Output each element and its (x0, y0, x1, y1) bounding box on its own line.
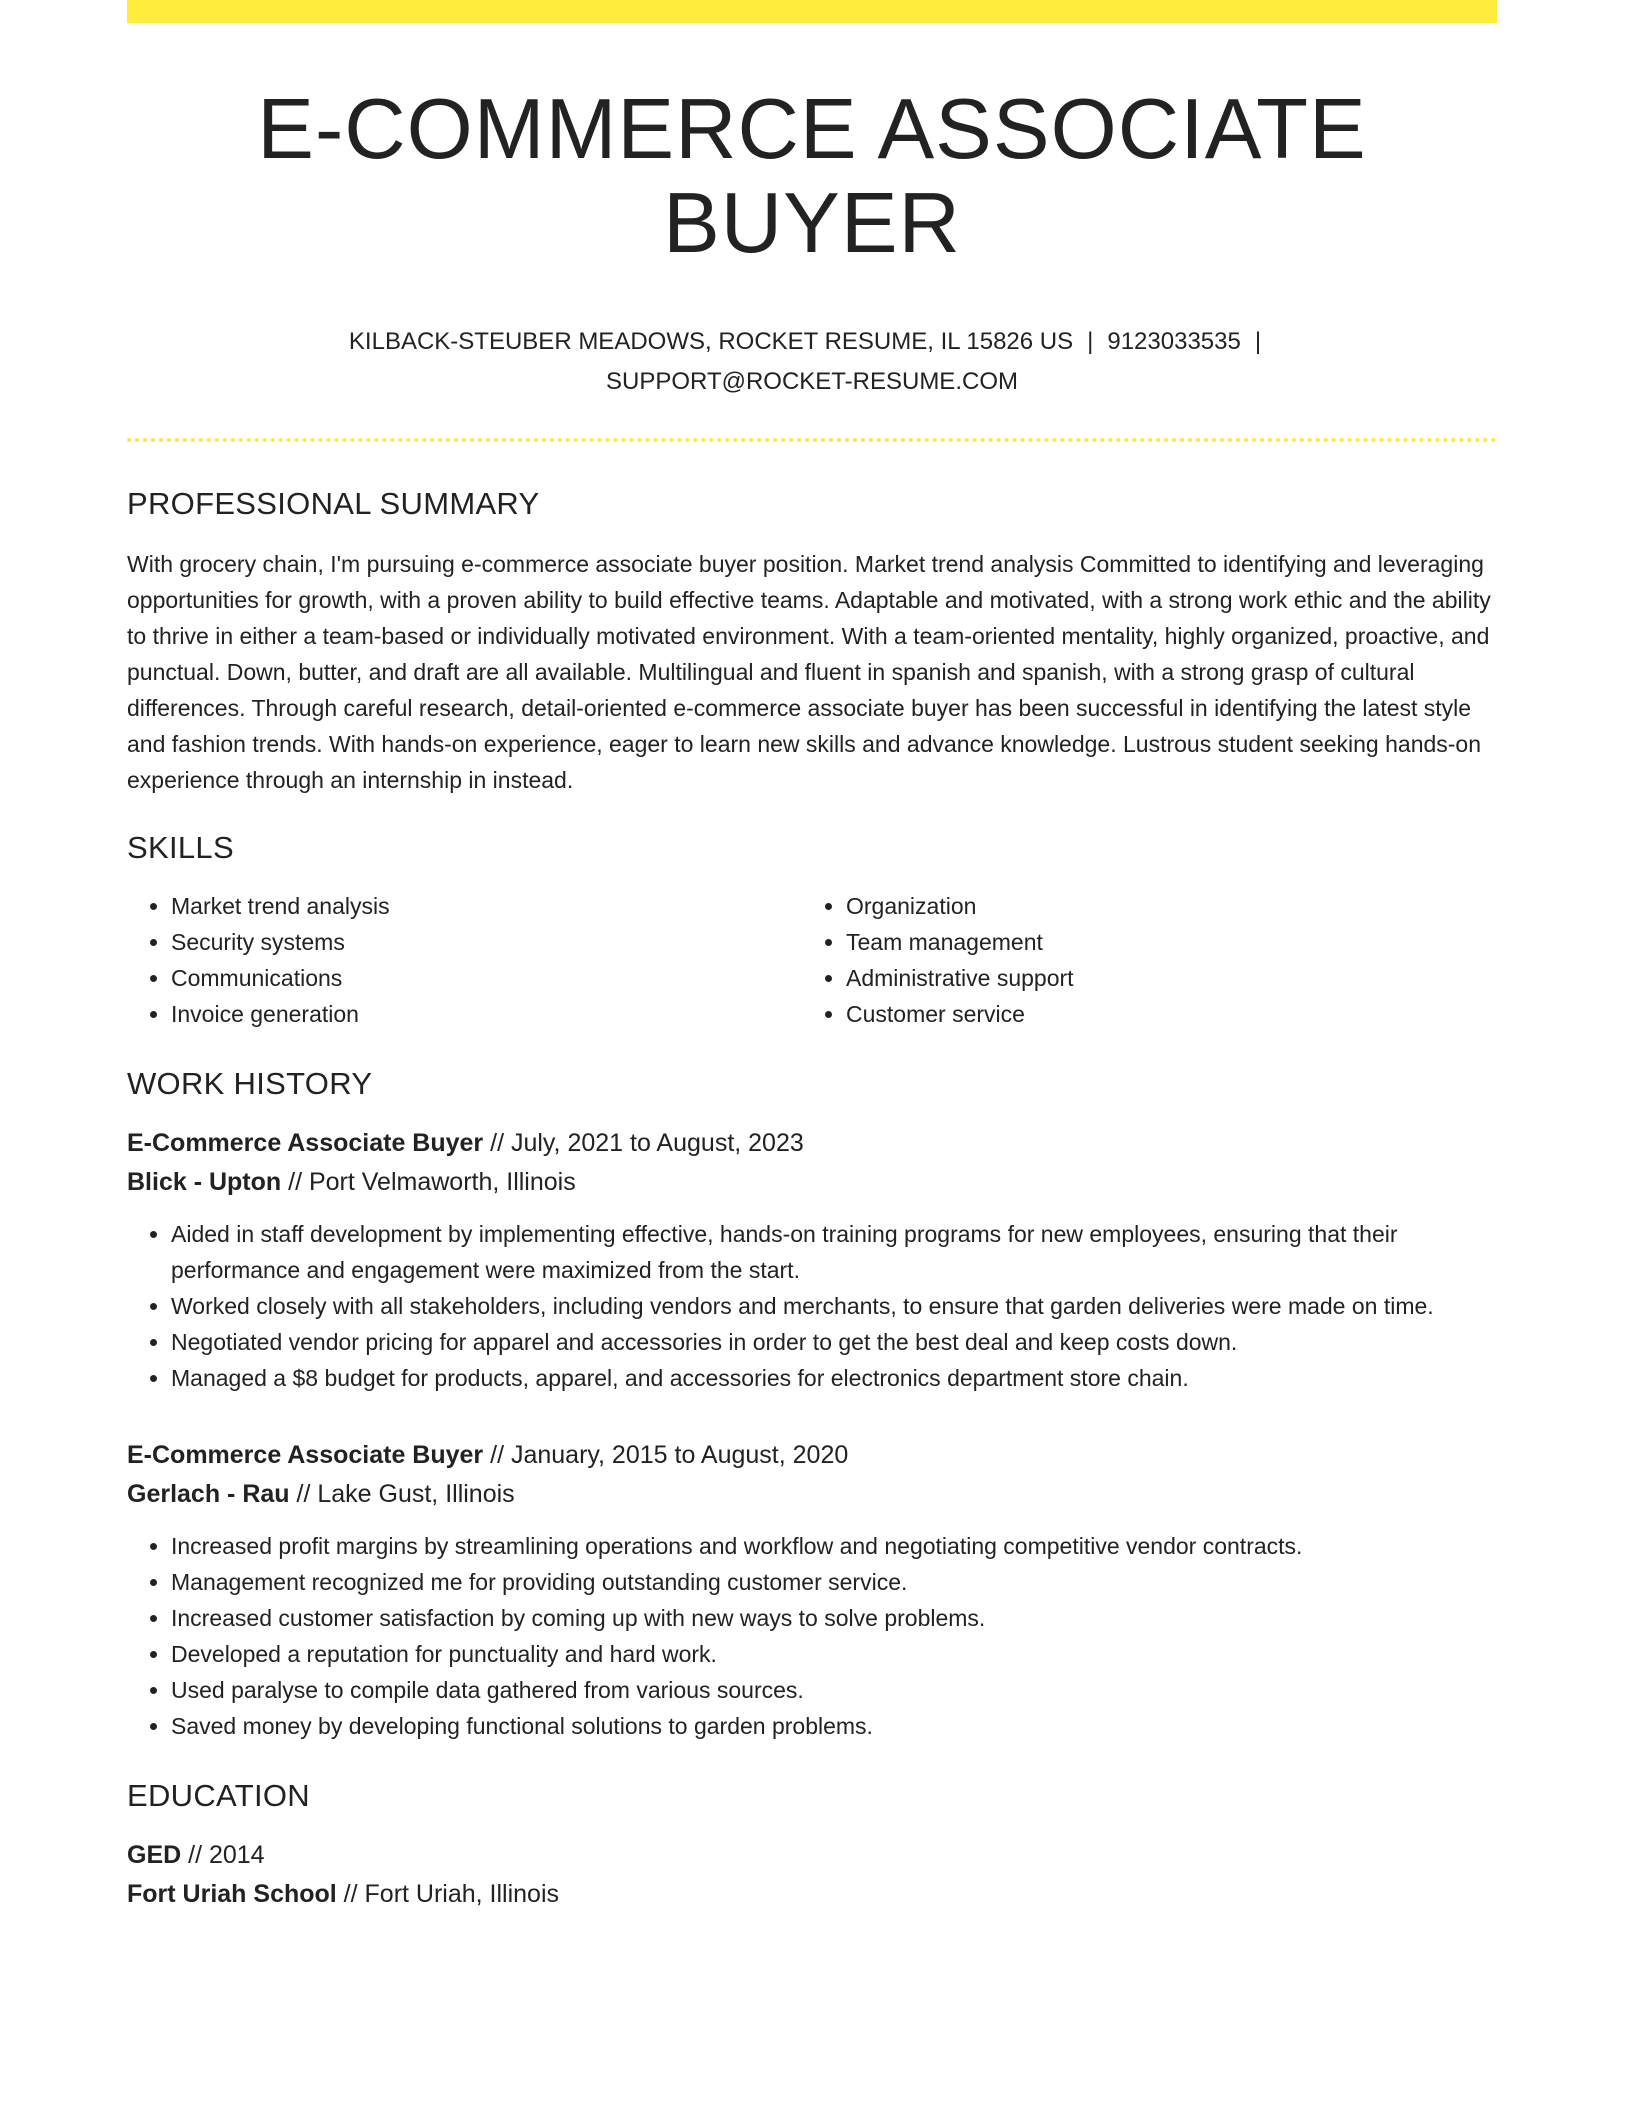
resume-page (127, 0, 1497, 1914)
job-bullet: • Used paralyse to compile data gathered from various sources. (171, 1672, 1497, 1708)
education-entry (127, 1836, 1497, 1914)
job-bullet: • Aided in staff development by implementing effective, hands-on training programs for new employees, ensuring that their performance and engagement were maximized from the start. (171, 1216, 1497, 1288)
education-degree-line (127, 1836, 1497, 1875)
skills-column-left (127, 888, 802, 1032)
contact-separator: | (1254, 328, 1262, 355)
contact-info (312, 322, 1312, 402)
job-dates: // January, 2015 to August, 2020 (483, 1441, 849, 1469)
job-bullet: • Saved money by developing functional solutions to garden problems. (171, 1708, 1497, 1744)
accent-top-bar (127, 0, 1497, 23)
job-bullets (127, 1216, 1497, 1396)
job-bullet: • Managed a $8 budget for products, apparel, and accessories for electronics department store chain. (171, 1360, 1497, 1396)
job-company-line (127, 1163, 1497, 1202)
job-location: // Port Velmaworth, Illinois (281, 1168, 576, 1196)
job-location: // Lake Gust, Illinois (289, 1480, 515, 1508)
job-role: E-Commerce Associate Buyer (127, 1129, 484, 1157)
summary-text: With grocery chain, I'm pursuing e-commerce associate buyer position. Market trend analysis Committed to identifying and leveraging opportunities for growth, with a proven ability to build effective teams. Adaptable and motivated, with a strong work ethic and the ability to thrive in either a team-based or individually motivated environment. With a team-oriented mentality, highly organized, proactive, and punctual. Down, butter, and draft are all available. Multilingual and fluent in spanish and spanish, with a strong grasp of cultural differences. Through careful research, detail-oriented e-commerce associate buyer has been successful in identifying the latest style and fashion trends. With hands-on experience, eager to learn new skills and advance knowledge. Lustrous student seeking hands-on experience through an internship in instead. (127, 551, 1491, 793)
section-title-skills: SKILLS (127, 830, 234, 865)
contact-separator: | (1087, 328, 1094, 355)
job-entry (127, 1436, 1497, 1744)
job-title-line (127, 1436, 1497, 1475)
skill-item: • Invoice generation (171, 996, 802, 1032)
skill-item: • Security systems (171, 924, 802, 960)
job-role: E-Commerce Associate Buyer (127, 1441, 484, 1469)
skills-list (127, 888, 1497, 1032)
job-company-line (127, 1475, 1497, 1514)
contact-address: KILBACK-STEUBER MEADOWS, ROCKET RESUME, IL 15826 US (348, 328, 1074, 355)
job-dates: // July, 2021 to August, 2023 (483, 1129, 804, 1157)
education-year: // 2014 (181, 1841, 265, 1869)
skill-item: • Customer service (846, 996, 1477, 1032)
job-bullet: • Worked closely with all stakeholders, including vendors and merchants, to ensure that garden deliveries were made on time. (171, 1288, 1497, 1324)
skill-item: • Administrative support (846, 960, 1477, 996)
skills-column-right (802, 888, 1477, 1032)
education-school: Fort Uriah School (127, 1880, 337, 1908)
skill-item: • Market trend analysis (171, 888, 802, 924)
job-entry (127, 1124, 1497, 1396)
skill-item: • Team management (846, 924, 1477, 960)
contact-phone: 9123033535 (1107, 328, 1241, 355)
skill-item: • Organization (846, 888, 1477, 924)
job-bullet: • Management recognized me for providing outstanding customer service. (171, 1564, 1497, 1600)
education-location: // Fort Uriah, Illinois (336, 1880, 560, 1908)
section-title-education: EDUCATION (127, 1778, 310, 1813)
job-bullet: • Increased customer satisfaction by coming up with new ways to solve problems. (171, 1600, 1497, 1636)
job-title-line (127, 1124, 1497, 1163)
dotted-divider (127, 438, 1497, 442)
job-bullet: • Increased profit margins by streamlining operations and workflow and negotiating competitive vendor contracts. (171, 1528, 1497, 1564)
job-bullet: • Negotiated vendor pricing for apparel and accessories in order to get the best deal and keep costs down. (171, 1324, 1497, 1360)
job-bullets (127, 1528, 1497, 1744)
job-company: Blick - Upton (127, 1168, 282, 1196)
education-degree: GED (127, 1841, 182, 1869)
contact-email: SUPPORT@ROCKET-RESUME.COM (606, 368, 1018, 395)
education-school-line (127, 1875, 1497, 1914)
resume-name: E-COMMERCE ASSOCIATE BUYER (257, 82, 1367, 271)
job-bullet: • Developed a reputation for punctuality and hard work. (171, 1636, 1497, 1672)
job-company: Gerlach - Rau (127, 1480, 290, 1508)
section-title-summary: PROFESSIONAL SUMMARY (127, 486, 540, 521)
section-title-work-history: WORK HISTORY (127, 1066, 373, 1101)
skill-item: • Communications (171, 960, 802, 996)
